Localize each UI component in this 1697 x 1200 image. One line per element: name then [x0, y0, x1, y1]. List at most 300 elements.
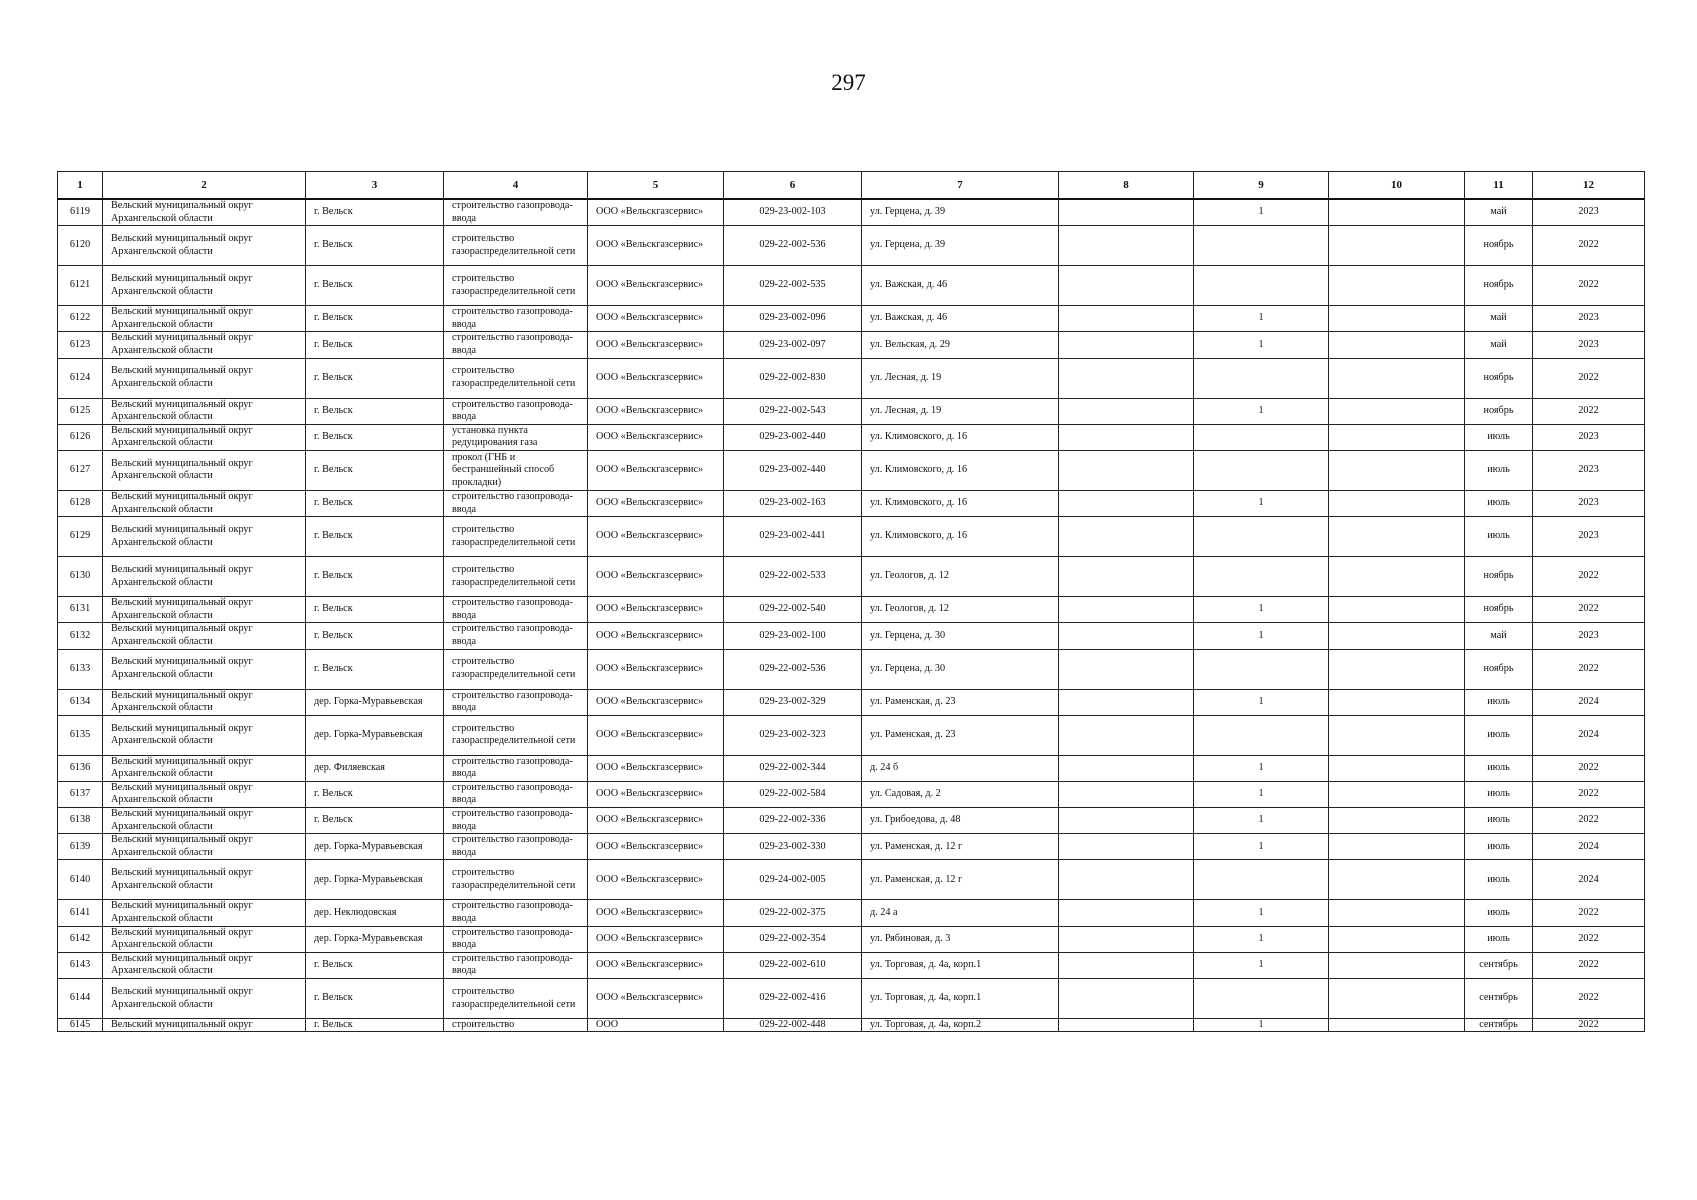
work-type-cell: строительство газораспределительной сети	[444, 266, 588, 306]
quantity-cell	[1194, 979, 1329, 1019]
table-row	[58, 424, 1645, 450]
organization-cell: ООО «Вельскгазсервис»	[588, 226, 724, 266]
municipality-cell: Вельский муниципальный округ Архангельской области	[103, 424, 306, 450]
month-cell: ноябрь	[1465, 226, 1533, 266]
row-number: 6120	[58, 226, 103, 266]
address-cell: ул. Раменская, д. 12 г	[862, 860, 1059, 900]
work-type-cell: строительство газопровода-ввода	[444, 398, 588, 424]
address-cell: ул. Геологов, д. 12	[862, 597, 1059, 623]
work-type-cell: строительство газопровода-ввода	[444, 199, 588, 226]
quantity-cell	[1194, 715, 1329, 755]
row-number: 6128	[58, 490, 103, 516]
row-number: 6129	[58, 517, 103, 557]
object-code-cell: 029-23-002-440	[724, 424, 862, 450]
locality-cell: г. Вельск	[306, 450, 444, 490]
quantity-cell	[1194, 226, 1329, 266]
locality-cell: г. Вельск	[306, 358, 444, 398]
month-cell: июль	[1465, 490, 1533, 516]
object-code-cell: 029-22-002-536	[724, 649, 862, 689]
year-cell: 2023	[1533, 490, 1645, 516]
locality-cell: дер. Горка-Муравьевская	[306, 715, 444, 755]
row-number: 6131	[58, 597, 103, 623]
work-type-cell: установка пункта редуцирования газа	[444, 424, 588, 450]
column-8-cell	[1059, 623, 1194, 649]
quantity-cell: 1	[1194, 808, 1329, 834]
year-cell: 2022	[1533, 1019, 1645, 1032]
address-cell: ул. Важская, д. 46	[862, 266, 1059, 306]
object-code-cell: 029-22-002-344	[724, 755, 862, 781]
locality-cell: г. Вельск	[306, 398, 444, 424]
year-cell: 2023	[1533, 199, 1645, 226]
address-cell: ул. Герцена, д. 30	[862, 623, 1059, 649]
municipality-cell: Вельский муниципальный округ Архангельской области	[103, 557, 306, 597]
year-cell: 2022	[1533, 597, 1645, 623]
quantity-cell: 1	[1194, 781, 1329, 807]
table-row	[58, 1019, 1645, 1032]
quantity-cell	[1194, 517, 1329, 557]
table-row	[58, 306, 1645, 332]
quantity-cell: 1	[1194, 199, 1329, 226]
column-8-cell	[1059, 490, 1194, 516]
row-number: 6130	[58, 557, 103, 597]
column-header-1: 1	[58, 172, 103, 200]
year-cell: 2022	[1533, 952, 1645, 978]
work-type-cell: строительство газопровода-ввода	[444, 306, 588, 332]
month-cell: ноябрь	[1465, 358, 1533, 398]
organization-cell: ООО «Вельскгазсервис»	[588, 450, 724, 490]
quantity-cell: 1	[1194, 332, 1329, 358]
organization-cell: ООО «Вельскгазсервис»	[588, 860, 724, 900]
column-10-cell	[1329, 689, 1465, 715]
table-row	[58, 623, 1645, 649]
object-code-cell: 029-23-002-323	[724, 715, 862, 755]
month-cell: сентябрь	[1465, 1019, 1533, 1032]
object-code-cell: 029-22-002-535	[724, 266, 862, 306]
work-type-cell: строительство газопровода-ввода	[444, 689, 588, 715]
table-row	[58, 597, 1645, 623]
year-cell: 2023	[1533, 332, 1645, 358]
column-10-cell	[1329, 306, 1465, 332]
organization-cell: ООО «Вельскгазсервис»	[588, 715, 724, 755]
month-cell: сентябрь	[1465, 979, 1533, 1019]
municipality-cell: Вельский муниципальный округ Архангельской области	[103, 332, 306, 358]
organization-cell: ООО «Вельскгазсервис»	[588, 358, 724, 398]
quantity-cell: 1	[1194, 623, 1329, 649]
organization-cell: ООО «Вельскгазсервис»	[588, 623, 724, 649]
table-body	[58, 199, 1645, 1032]
organization-cell: ООО «Вельскгазсервис»	[588, 979, 724, 1019]
municipality-cell: Вельский муниципальный округ Архангельской области	[103, 926, 306, 952]
municipality-cell: Вельский муниципальный округ Архангельской области	[103, 490, 306, 516]
locality-cell: г. Вельск	[306, 979, 444, 1019]
object-code-cell: 029-23-002-329	[724, 689, 862, 715]
row-number: 6141	[58, 900, 103, 926]
municipality-cell: Вельский муниципальный округ Архангельской области	[103, 623, 306, 649]
object-code-cell: 029-22-002-533	[724, 557, 862, 597]
locality-cell: г. Вельск	[306, 199, 444, 226]
municipality-cell: Вельский муниципальный округ Архангельской области	[103, 900, 306, 926]
column-10-cell	[1329, 623, 1465, 649]
table-row	[58, 226, 1645, 266]
municipality-cell: Вельский муниципальный округ Архангельской области	[103, 517, 306, 557]
column-header-8: 8	[1059, 172, 1194, 200]
month-cell: май	[1465, 306, 1533, 332]
month-cell: май	[1465, 623, 1533, 649]
municipality-cell: Вельский муниципальный округ Архангельской области	[103, 781, 306, 807]
month-cell: июль	[1465, 900, 1533, 926]
table-row	[58, 557, 1645, 597]
column-8-cell	[1059, 450, 1194, 490]
work-type-cell: строительство газопровода-ввода	[444, 952, 588, 978]
work-type-cell: строительство газопровода-ввода	[444, 926, 588, 952]
address-cell: ул. Герцена, д. 30	[862, 649, 1059, 689]
column-header-2: 2	[103, 172, 306, 200]
object-code-cell: 029-23-002-441	[724, 517, 862, 557]
column-8-cell	[1059, 952, 1194, 978]
row-number: 6133	[58, 649, 103, 689]
column-10-cell	[1329, 597, 1465, 623]
address-cell: д. 24 б	[862, 755, 1059, 781]
table-row	[58, 715, 1645, 755]
column-10-cell	[1329, 860, 1465, 900]
month-cell: июль	[1465, 755, 1533, 781]
month-cell: июль	[1465, 424, 1533, 450]
column-10-cell	[1329, 199, 1465, 226]
locality-cell: г. Вельск	[306, 517, 444, 557]
address-cell: ул. Климовского, д. 16	[862, 490, 1059, 516]
year-cell: 2023	[1533, 306, 1645, 332]
organization-cell: ООО «Вельскгазсервис»	[588, 952, 724, 978]
column-8-cell	[1059, 900, 1194, 926]
year-cell: 2022	[1533, 557, 1645, 597]
column-10-cell	[1329, 715, 1465, 755]
column-8-cell	[1059, 1019, 1194, 1032]
municipality-cell: Вельский муниципальный округ Архангельской области	[103, 226, 306, 266]
register-table	[57, 171, 1645, 1032]
work-type-cell: строительство газопровода-ввода	[444, 808, 588, 834]
organization-cell: ООО «Вельскгазсервис»	[588, 781, 724, 807]
organization-cell: ООО «Вельскгазсервис»	[588, 557, 724, 597]
work-type-cell: строительство газораспределительной сети	[444, 649, 588, 689]
work-type-cell: строительство газораспределительной сети	[444, 860, 588, 900]
quantity-cell: 1	[1194, 490, 1329, 516]
quantity-cell	[1194, 557, 1329, 597]
work-type-cell: строительство газопровода-ввода	[444, 597, 588, 623]
month-cell: ноябрь	[1465, 398, 1533, 424]
quantity-cell: 1	[1194, 597, 1329, 623]
year-cell: 2022	[1533, 266, 1645, 306]
municipality-cell: Вельский муниципальный округ Архангельской области	[103, 755, 306, 781]
organization-cell: ООО «Вельскгазсервис»	[588, 926, 724, 952]
year-cell: 2022	[1533, 358, 1645, 398]
locality-cell: г. Вельск	[306, 781, 444, 807]
column-header-5: 5	[588, 172, 724, 200]
column-10-cell	[1329, 952, 1465, 978]
table-row	[58, 332, 1645, 358]
month-cell: июль	[1465, 517, 1533, 557]
work-type-cell: строительство газопровода-ввода	[444, 900, 588, 926]
column-8-cell	[1059, 306, 1194, 332]
organization-cell: ООО «Вельскгазсервис»	[588, 689, 724, 715]
object-code-cell: 029-22-002-416	[724, 979, 862, 1019]
quantity-cell	[1194, 649, 1329, 689]
locality-cell: г. Вельск	[306, 332, 444, 358]
year-cell: 2022	[1533, 649, 1645, 689]
column-10-cell	[1329, 649, 1465, 689]
quantity-cell: 1	[1194, 306, 1329, 332]
quantity-cell	[1194, 860, 1329, 900]
municipality-cell: Вельский муниципальный округ Архангельской области	[103, 266, 306, 306]
column-header-12: 12	[1533, 172, 1645, 200]
column-10-cell	[1329, 1019, 1465, 1032]
municipality-cell: Вельский муниципальный округ Архангельской области	[103, 952, 306, 978]
organization-cell: ООО «Вельскгазсервис»	[588, 755, 724, 781]
quantity-cell: 1	[1194, 755, 1329, 781]
organization-cell: ООО «Вельскгазсервис»	[588, 266, 724, 306]
row-number: 6139	[58, 834, 103, 860]
row-number: 6142	[58, 926, 103, 952]
locality-cell: дер. Неклюдовская	[306, 900, 444, 926]
header-row	[58, 172, 1645, 200]
table-row	[58, 979, 1645, 1019]
address-cell: ул. Садовая, д. 2	[862, 781, 1059, 807]
row-number: 6127	[58, 450, 103, 490]
column-8-cell	[1059, 808, 1194, 834]
table-row	[58, 834, 1645, 860]
column-10-cell	[1329, 424, 1465, 450]
month-cell: ноябрь	[1465, 597, 1533, 623]
work-type-cell: строительство	[444, 1019, 588, 1032]
organization-cell: ООО «Вельскгазсервис»	[588, 900, 724, 926]
quantity-cell: 1	[1194, 952, 1329, 978]
work-type-cell: строительство газопровода-ввода	[444, 332, 588, 358]
column-8-cell	[1059, 834, 1194, 860]
object-code-cell: 029-22-002-354	[724, 926, 862, 952]
row-number: 6119	[58, 199, 103, 226]
month-cell: сентябрь	[1465, 952, 1533, 978]
column-10-cell	[1329, 557, 1465, 597]
municipality-cell: Вельский муниципальный округ Архангельской области	[103, 358, 306, 398]
locality-cell: дер. Горка-Муравьевская	[306, 834, 444, 860]
table-row	[58, 266, 1645, 306]
locality-cell: г. Вельск	[306, 952, 444, 978]
column-10-cell	[1329, 517, 1465, 557]
object-code-cell: 029-23-002-440	[724, 450, 862, 490]
work-type-cell: прокол (ГНБ и бестраншейный способ прокладки)	[444, 450, 588, 490]
row-number: 6137	[58, 781, 103, 807]
object-code-cell: 029-24-002-005	[724, 860, 862, 900]
year-cell: 2022	[1533, 926, 1645, 952]
municipality-cell: Вельский муниципальный округ Архангельской области	[103, 834, 306, 860]
column-8-cell	[1059, 979, 1194, 1019]
month-cell: ноябрь	[1465, 266, 1533, 306]
organization-cell: ООО «Вельскгазсервис»	[588, 649, 724, 689]
locality-cell: дер. Горка-Муравьевская	[306, 860, 444, 900]
table-row	[58, 926, 1645, 952]
year-cell: 2024	[1533, 715, 1645, 755]
month-cell: июль	[1465, 860, 1533, 900]
object-code-cell: 029-22-002-610	[724, 952, 862, 978]
address-cell: ул. Грибоедова, д. 48	[862, 808, 1059, 834]
column-10-cell	[1329, 450, 1465, 490]
address-cell: ул. Раменская, д. 23	[862, 715, 1059, 755]
quantity-cell: 1	[1194, 900, 1329, 926]
address-cell: ул. Лесная, д. 19	[862, 358, 1059, 398]
column-8-cell	[1059, 926, 1194, 952]
column-10-cell	[1329, 490, 1465, 516]
quantity-cell: 1	[1194, 834, 1329, 860]
column-8-cell	[1059, 517, 1194, 557]
organization-cell: ООО «Вельскгазсервис»	[588, 306, 724, 332]
month-cell: июль	[1465, 834, 1533, 860]
work-type-cell: строительство газопровода-ввода	[444, 490, 588, 516]
column-10-cell	[1329, 755, 1465, 781]
year-cell: 2024	[1533, 834, 1645, 860]
object-code-cell: 029-23-002-097	[724, 332, 862, 358]
municipality-cell: Вельский муниципальный округ Архангельской области	[103, 306, 306, 332]
column-8-cell	[1059, 358, 1194, 398]
month-cell: июль	[1465, 689, 1533, 715]
work-type-cell: строительство газопровода-ввода	[444, 781, 588, 807]
row-number: 6143	[58, 952, 103, 978]
locality-cell: г. Вельск	[306, 226, 444, 266]
work-type-cell: строительство газораспределительной сети	[444, 517, 588, 557]
address-cell: ул. Рябиновая, д. 3	[862, 926, 1059, 952]
table-row	[58, 755, 1645, 781]
address-cell: ул. Торговая, д. 4а, корп.2	[862, 1019, 1059, 1032]
column-10-cell	[1329, 979, 1465, 1019]
row-number: 6140	[58, 860, 103, 900]
municipality-cell: Вельский муниципальный округ Архангельской области	[103, 450, 306, 490]
organization-cell: ООО «Вельскгазсервис»	[588, 199, 724, 226]
object-code-cell: 029-23-002-100	[724, 623, 862, 649]
object-code-cell: 029-22-002-336	[724, 808, 862, 834]
row-number: 6121	[58, 266, 103, 306]
table-row	[58, 490, 1645, 516]
month-cell: июль	[1465, 781, 1533, 807]
year-cell: 2023	[1533, 424, 1645, 450]
column-10-cell	[1329, 834, 1465, 860]
address-cell: ул. Климовского, д. 16	[862, 517, 1059, 557]
locality-cell: г. Вельск	[306, 557, 444, 597]
table-row	[58, 952, 1645, 978]
locality-cell: г. Вельск	[306, 649, 444, 689]
table-row	[58, 689, 1645, 715]
organization-cell: ООО «Вельскгазсервис»	[588, 332, 724, 358]
municipality-cell: Вельский муниципальный округ Архангельской области	[103, 689, 306, 715]
quantity-cell: 1	[1194, 398, 1329, 424]
column-10-cell	[1329, 358, 1465, 398]
row-number: 6125	[58, 398, 103, 424]
organization-cell: ООО «Вельскгазсервис»	[588, 597, 724, 623]
month-cell: май	[1465, 199, 1533, 226]
year-cell: 2023	[1533, 517, 1645, 557]
locality-cell: г. Вельск	[306, 597, 444, 623]
locality-cell: г. Вельск	[306, 1019, 444, 1032]
locality-cell: г. Вельск	[306, 266, 444, 306]
address-cell: ул. Герцена, д. 39	[862, 226, 1059, 266]
column-8-cell	[1059, 398, 1194, 424]
column-8-cell	[1059, 226, 1194, 266]
address-cell: ул. Геологов, д. 12	[862, 557, 1059, 597]
month-cell: июль	[1465, 926, 1533, 952]
row-number: 6134	[58, 689, 103, 715]
column-8-cell	[1059, 689, 1194, 715]
column-10-cell	[1329, 332, 1465, 358]
row-number: 6145	[58, 1019, 103, 1032]
organization-cell: ООО	[588, 1019, 724, 1032]
month-cell: июль	[1465, 715, 1533, 755]
work-type-cell: строительство газораспределительной сети	[444, 715, 588, 755]
organization-cell: ООО «Вельскгазсервис»	[588, 517, 724, 557]
address-cell: ул. Климовского, д. 16	[862, 424, 1059, 450]
locality-cell: дер. Горка-Муравьевская	[306, 689, 444, 715]
locality-cell: г. Вельск	[306, 490, 444, 516]
row-number: 6122	[58, 306, 103, 332]
column-8-cell	[1059, 597, 1194, 623]
address-cell: ул. Торговая, д. 4а, корп.1	[862, 979, 1059, 1019]
table-row	[58, 450, 1645, 490]
year-cell: 2022	[1533, 398, 1645, 424]
column-8-cell	[1059, 332, 1194, 358]
work-type-cell: строительство газораспределительной сети	[444, 557, 588, 597]
table-row	[58, 358, 1645, 398]
work-type-cell: строительство газопровода-ввода	[444, 755, 588, 781]
address-cell: ул. Вельская, д. 29	[862, 332, 1059, 358]
municipality-cell: Вельский муниципальный округ Архангельской области	[103, 649, 306, 689]
municipality-cell: Вельский муниципальный округ Архангельской области	[103, 979, 306, 1019]
column-header-11: 11	[1465, 172, 1533, 200]
municipality-cell: Вельский муниципальный округ Архангельской области	[103, 808, 306, 834]
municipality-cell: Вельский муниципальный округ	[103, 1019, 306, 1032]
column-8-cell	[1059, 860, 1194, 900]
table-row	[58, 860, 1645, 900]
quantity-cell	[1194, 266, 1329, 306]
row-number: 6123	[58, 332, 103, 358]
locality-cell: г. Вельск	[306, 808, 444, 834]
work-type-cell: строительство газопровода-ввода	[444, 834, 588, 860]
locality-cell: г. Вельск	[306, 424, 444, 450]
column-10-cell	[1329, 900, 1465, 926]
work-type-cell: строительство газораспределительной сети	[444, 226, 588, 266]
year-cell: 2022	[1533, 226, 1645, 266]
object-code-cell: 029-22-002-448	[724, 1019, 862, 1032]
address-cell: ул. Герцена, д. 39	[862, 199, 1059, 226]
object-code-cell: 029-22-002-540	[724, 597, 862, 623]
row-number: 6135	[58, 715, 103, 755]
table-row	[58, 649, 1645, 689]
address-cell: ул. Важская, д. 46	[862, 306, 1059, 332]
row-number: 6126	[58, 424, 103, 450]
year-cell: 2022	[1533, 755, 1645, 781]
object-code-cell: 029-23-002-096	[724, 306, 862, 332]
quantity-cell	[1194, 358, 1329, 398]
locality-cell: г. Вельск	[306, 306, 444, 332]
row-number: 6132	[58, 623, 103, 649]
object-code-cell: 029-22-002-830	[724, 358, 862, 398]
work-type-cell: строительство газораспределительной сети	[444, 358, 588, 398]
locality-cell: дер. Филяевская	[306, 755, 444, 781]
organization-cell: ООО «Вельскгазсервис»	[588, 490, 724, 516]
row-number: 6138	[58, 808, 103, 834]
column-header-3: 3	[306, 172, 444, 200]
row-number: 6136	[58, 755, 103, 781]
address-cell: ул. Лесная, д. 19	[862, 398, 1059, 424]
organization-cell: ООО «Вельскгазсервис»	[588, 424, 724, 450]
table-row	[58, 808, 1645, 834]
column-8-cell	[1059, 199, 1194, 226]
table-row	[58, 781, 1645, 807]
